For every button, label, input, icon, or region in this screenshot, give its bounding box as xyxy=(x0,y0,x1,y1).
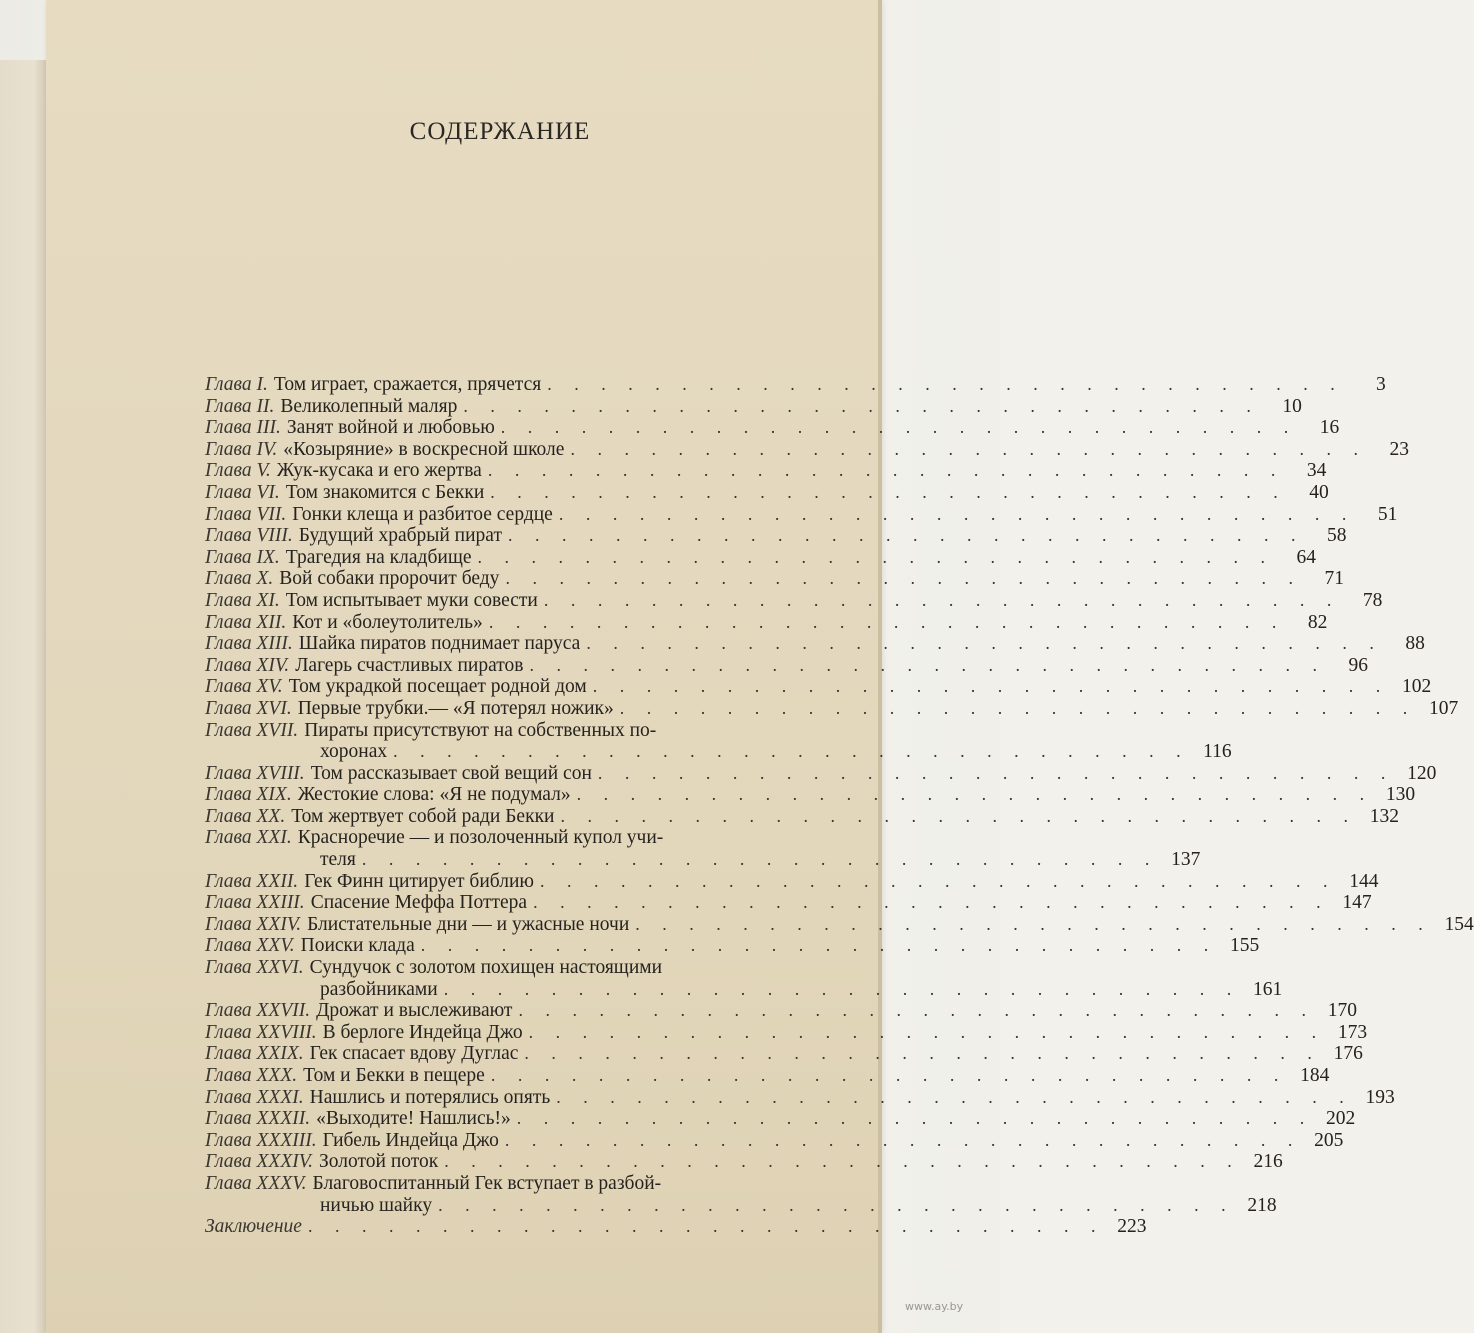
toc-entry xyxy=(205,1108,1356,1130)
chapter-label: Глава XXI. xyxy=(205,827,292,849)
chapter-label: Глава IV. xyxy=(205,438,278,460)
page-number: 155 xyxy=(1230,935,1260,957)
page-number: 173 xyxy=(1337,1021,1368,1043)
chapter-label: Глава XXXIII. xyxy=(205,1129,317,1151)
toc-entry xyxy=(205,913,1474,936)
toc-entry xyxy=(205,438,1409,461)
chapter-title-continuation: ничью шайку xyxy=(320,1194,433,1216)
page-number: 218 xyxy=(1247,1194,1277,1216)
page-number: 161 xyxy=(1252,978,1283,1000)
chapter-title: В берлоге Индейца Джо xyxy=(322,1021,523,1043)
dot-leader: . . . . . . . . . . . . . . . . . . . . . . . . . . . . . . xyxy=(393,741,1190,762)
page-number: 58 xyxy=(1326,525,1347,547)
toc-entry-continuation xyxy=(205,849,1201,871)
toc-entry xyxy=(205,1129,1344,1152)
toc-entry xyxy=(205,417,1340,439)
dot-leader: . . . . . . . . . . . . . . . . . . . . . . . . . . . . . . xyxy=(543,589,1341,610)
page-number: 10 xyxy=(1282,395,1302,417)
page-number: 144 xyxy=(1349,870,1379,892)
chapter-title: Будущий храбрый пират xyxy=(298,525,502,547)
toc-entry-continuation xyxy=(205,1194,1277,1217)
toc-entry xyxy=(205,784,1416,806)
dot-leader: . . . . . . . . . . . . . . . . . . . . . . . . . . . . . . xyxy=(570,438,1367,459)
toc-entry xyxy=(205,503,1398,526)
chapter-title: Кот и «болеутолитель» xyxy=(292,611,483,633)
chapter-title-continuation: хоронах xyxy=(320,741,388,763)
page-number: 34 xyxy=(1306,460,1327,482)
chapter-label: Глава VIII. xyxy=(205,525,293,547)
chapter-title: Трагедия на кладбище xyxy=(285,546,472,568)
toc-entry xyxy=(205,525,1347,547)
toc-entry xyxy=(205,720,853,742)
toc-entry-continuation xyxy=(205,978,1283,1001)
chapter-label: Глава X. xyxy=(205,568,274,590)
chapter-title: Вой собаки пророчит беду xyxy=(279,568,500,590)
page-number: 184 xyxy=(1300,1065,1330,1086)
page-number: 176 xyxy=(1333,1043,1363,1065)
chapter-title: Том испытывает муки совести xyxy=(285,589,538,611)
toc-entry xyxy=(205,633,1425,655)
chapter-title-continuation: теля xyxy=(320,849,356,871)
chapter-title: Сундучок с золотом похищен настоящими xyxy=(309,957,663,979)
dot-leader: . . . . . . . . . . . . . . . . . . . . . . . . . . . . . . xyxy=(539,870,1337,891)
chapter-label: Глава XIV. xyxy=(205,654,290,676)
chapter-label: Глава IX. xyxy=(205,546,280,568)
toc-entry xyxy=(205,1000,1357,1022)
dot-leader: . . . . . . . . . . . . . . . . . . . . . . . . . . . . . . xyxy=(528,1021,1326,1042)
chapter-title: Гибель Индейца Джо xyxy=(322,1129,499,1151)
chapter-label: Глава XXIV. xyxy=(205,913,302,935)
chapter-label: Глава XX. xyxy=(205,805,286,827)
dot-leader: . . . . . . . . . . . . . . . . . . . . . . . . . . . . . . xyxy=(463,395,1260,416)
chapter-label: Глава XXVI. xyxy=(205,957,304,979)
chapter-title: Том украдкой посещает родной дом xyxy=(288,676,587,698)
chapter-label: Глава VII. xyxy=(205,503,287,525)
chapter-label: Глава V. xyxy=(205,460,271,482)
dot-leader: . . . . . . . . . . . . . . . . . . . . . . . . . . . . . . xyxy=(477,546,1274,567)
page-number: 64 xyxy=(1296,546,1316,568)
chapter-label: Глава XXIX. xyxy=(205,1043,304,1065)
chapter-title: Том играет, сражается, прячется xyxy=(273,374,542,395)
chapter-label: Глава XV. xyxy=(205,676,283,698)
chapter-title: Красноречие — и позолоченный купол учи- xyxy=(297,827,664,849)
toc-entry xyxy=(205,568,1344,590)
page-title: СОДЕРЖАНИЕ xyxy=(409,118,591,145)
adjacent-page-edge xyxy=(0,60,49,1333)
chapter-title: Гонки клеща и разбитое сердце xyxy=(292,503,553,525)
page-number: 51 xyxy=(1377,503,1398,525)
chapter-label: Глава XVI. xyxy=(205,697,292,719)
page-number: 96 xyxy=(1348,654,1368,676)
dot-leader: . . . . . . . . . . . . . . . . . . . . . . . . . . . . . . xyxy=(635,913,1432,934)
chapter-title: Дрожат и выслеживают xyxy=(316,1000,513,1022)
page-number: 88 xyxy=(1405,633,1425,655)
chapter-title: Поиски клада xyxy=(300,935,415,957)
dot-leader: . . . . . . . . . . . . . . . . . . . . . . . . . . . . . . xyxy=(556,1086,1353,1107)
chapter-title: Жестокие слова: «Я не подумал» xyxy=(297,784,571,806)
chapter-label: Глава VI. xyxy=(205,481,280,503)
page-number: 102 xyxy=(1402,676,1432,698)
page-number: 116 xyxy=(1203,741,1232,763)
toc-entry xyxy=(205,481,1329,504)
toc-entry xyxy=(205,827,853,849)
toc-entry xyxy=(205,676,1432,698)
chapter-title: Спасение Меффа Поттера xyxy=(310,892,528,914)
toc-entry xyxy=(205,805,1399,828)
chapter-label: Глава XXX. xyxy=(205,1065,298,1086)
toc-entry xyxy=(205,546,1316,569)
dot-leader: . . . . . . . . . . . . . . . . . . . . . . . . . . . . . . xyxy=(524,1043,1321,1064)
page-number: 82 xyxy=(1307,611,1328,633)
toc-entry xyxy=(205,1216,1147,1238)
chapter-title: Блистательные дни — и ужасные ночи xyxy=(307,913,630,935)
toc-entry xyxy=(205,460,1327,482)
toc-entry xyxy=(205,589,1383,612)
toc-entry-continuation xyxy=(205,741,1232,763)
dot-leader: . . . . . . . . . . . . . . . . . . . . . . . . . . . . . . xyxy=(487,460,1285,481)
chapter-title: Том знакомится с Бекки xyxy=(285,481,485,503)
dot-leader: . . . . . . . . . . . . . . . . . . . . . . . . . . . . . . xyxy=(518,1000,1315,1021)
chapter-label: Глава XXXII. xyxy=(205,1108,311,1130)
chapter-title: Том жертвует собой ради Бекки xyxy=(291,805,555,827)
chapter-title: Пираты присутствуют на собственных по- xyxy=(304,719,657,741)
chapter-title-continuation: разбойниками xyxy=(320,978,438,1000)
page-number: 23 xyxy=(1389,438,1409,460)
toc-entry xyxy=(205,762,1437,785)
page-number: 223 xyxy=(1117,1216,1147,1238)
chapter-title: Лагерь счастливых пиратов xyxy=(295,654,524,676)
chapter-title: Гек спасает вдову Дуглас xyxy=(309,1043,519,1065)
chapter-title: Шайка пиратов поднимает паруса xyxy=(298,633,581,655)
page-number: 202 xyxy=(1326,1108,1356,1130)
chapter-title: Великолепный маляр xyxy=(280,395,458,417)
page-number: 40 xyxy=(1309,481,1329,503)
toc-entry xyxy=(205,1151,1283,1173)
watermark: www.ay.by xyxy=(905,1300,964,1313)
toc-entry xyxy=(205,374,1386,396)
chapter-label: Глава XXV. xyxy=(205,935,295,957)
chapter-title: Жук-кусака и его жертва xyxy=(276,460,482,482)
chapter-label: Глава XIII. xyxy=(205,633,293,655)
chapter-label: Глава XXII. xyxy=(205,870,299,892)
page-number: 120 xyxy=(1407,762,1437,784)
dot-leader: . . . . . . . . . . . . . . . . . . . . . . . . . . . . . . xyxy=(516,1108,1314,1129)
toc-entry xyxy=(205,957,853,979)
page-number: 205 xyxy=(1314,1129,1344,1151)
chapter-title: Гек Финн цитирует библию xyxy=(304,870,534,892)
dot-leader: . . . . . . . . . . . . . . . . . . . . . . . . . . . . . . xyxy=(443,978,1241,999)
chapter-label: Заключение xyxy=(205,1216,302,1238)
toc-entry xyxy=(205,870,1379,893)
toc-entry xyxy=(205,1086,1395,1109)
page-number: 193 xyxy=(1365,1086,1395,1108)
dot-leader: . . . . . . . . . . . . . . . . . . . . . . . . . . . . . . xyxy=(533,892,1330,913)
chapter-label: Глава XXVIII. xyxy=(205,1021,317,1043)
page-number: 71 xyxy=(1324,568,1344,590)
chapter-label: Глава XIX. xyxy=(205,784,292,806)
chapter-label: Глава XII. xyxy=(205,611,287,633)
dot-leader: . . . . . . . . . . . . . . . . . . . . . . . . . . . . . . xyxy=(420,935,1218,956)
toc-entry xyxy=(205,1021,1368,1044)
dot-leader: . . . . . . . . . . . . . . . . . . . . . . . . . . . . . . xyxy=(558,503,1356,524)
chapter-title: Том рассказывает свой вещий сон xyxy=(310,762,592,784)
page-number: 130 xyxy=(1385,784,1416,806)
page-number: 216 xyxy=(1253,1151,1283,1173)
chapter-label: Глава II. xyxy=(205,395,275,417)
toc-entry xyxy=(205,611,1328,634)
chapter-title: Нашлись и потерялись опять xyxy=(309,1086,551,1108)
chapter-title: Том и Бекки в пещере xyxy=(303,1065,485,1086)
dot-leader: . . . . . . . . . . . . . . . . . . . . . . . . . . . . . . xyxy=(547,374,1344,394)
dot-leader: . . . . . . . . . . . . . . . . . . . . . . . . . . . . . . xyxy=(586,633,1383,654)
chapter-label: Глава XXIII. xyxy=(205,892,305,914)
toc-entry xyxy=(205,1065,1330,1087)
chapter-label: Глава XVII. xyxy=(205,719,299,741)
chapter-label: Глава I. xyxy=(205,374,268,395)
dot-leader: . . . . . . . . . . . . . . . . . . . . . . . . . . . . . . xyxy=(361,849,1159,870)
dot-leader: . . . . . . . . . . . . . . . . . . . . . . . . . . . . . . xyxy=(444,1151,1241,1172)
toc-entry xyxy=(205,1173,853,1195)
chapter-title: Первые трубки.— «Я потерял ножик» xyxy=(297,697,614,719)
page-number: 154 xyxy=(1444,913,1474,935)
dot-leader: . . . . . . . . . . . . . . . . . . . . . . . . . . . . . . xyxy=(576,784,1374,805)
chapter-label: Глава XI. xyxy=(205,589,280,611)
chapter-title: «Козыряние» в воскресной школе xyxy=(283,438,565,460)
dot-leader: . . . . . . . . . . . . . . . . . . . . . . . . . . . . . . xyxy=(597,762,1395,783)
page-number: 107 xyxy=(1429,697,1459,719)
page-number: 16 xyxy=(1319,417,1340,439)
toc-entry xyxy=(205,1043,1363,1065)
chapter-label: Глава XXXIV. xyxy=(205,1151,314,1173)
chapter-title: Золотой поток xyxy=(319,1151,439,1173)
chapter-label: Глава XVIII. xyxy=(205,762,305,784)
dot-leader: . . . . . . . . . . . . . . . . . . . . . . . . . . . . . . xyxy=(507,525,1305,546)
chapter-title: Благовоспитанный Гек вступает в разбой- xyxy=(312,1172,662,1194)
dot-leader: . . . . . . . . . . . . . . . . . . . . . . . . . . . . . . xyxy=(529,654,1326,675)
page-number: 170 xyxy=(1327,1000,1357,1022)
chapter-label: Глава XXXV. xyxy=(205,1172,307,1194)
toc-entry xyxy=(205,935,1260,957)
dot-leader: . . . . . . . . . . . . . . . . . . . . . . . . . . . . . . xyxy=(592,676,1390,697)
chapter-title: «Выходите! Нашлись!» xyxy=(316,1108,511,1130)
page-number: 132 xyxy=(1369,805,1399,827)
chapter-label: Глава III. xyxy=(205,417,281,439)
table-of-contents xyxy=(205,374,1474,1238)
dot-leader: . . . . . . . . . . . . . . . . . . . . . . . . . . . . . . xyxy=(505,568,1302,589)
chapter-label: Глава XXXI. xyxy=(205,1086,304,1108)
dot-leader: . . . . . . . . . . . . . . . . . . . . . . . . . . . . . . xyxy=(504,1129,1302,1150)
chapter-title: Занят войной и любовью xyxy=(286,417,495,439)
toc-entry xyxy=(205,697,1459,720)
dot-leader: . . . . . . . . . . . . . . . . . . . . . . . . . . . . . . xyxy=(560,805,1357,826)
dot-leader: . . . . . . . . . . . . . . . . . . . . . . . . . . . . . . xyxy=(500,417,1298,438)
page-number: 78 xyxy=(1362,589,1383,611)
page-number: 137 xyxy=(1171,849,1201,871)
chapter-label: Глава XXVII. xyxy=(205,1000,311,1022)
dot-leader: . . . . . . . . . . . . . . . . . . . . . . . . . . . . . . xyxy=(619,697,1417,718)
dot-leader: . . . . . . . . . . . . . . . . . . . . . . . . . . . . . . xyxy=(307,1216,1105,1237)
page-number: 3 xyxy=(1375,374,1386,395)
dot-leader: . . . . . . . . . . . . . . . . . . . . . . . . . . . . . . xyxy=(490,481,1287,502)
dot-leader: . . . . . . . . . . . . . . . . . . . . . . . . . . . . . . xyxy=(488,611,1286,632)
page-number: 147 xyxy=(1342,892,1372,914)
toc-entry xyxy=(205,395,1302,418)
toc-entry xyxy=(205,892,1372,914)
dot-leader: . . . . . . . . . . . . . . . . . . . . . . . . . . . . . . xyxy=(490,1065,1288,1085)
toc-entry xyxy=(205,654,1368,677)
dot-leader: . . . . . . . . . . . . . . . . . . . . . . . . . . . . . . xyxy=(438,1194,1235,1215)
